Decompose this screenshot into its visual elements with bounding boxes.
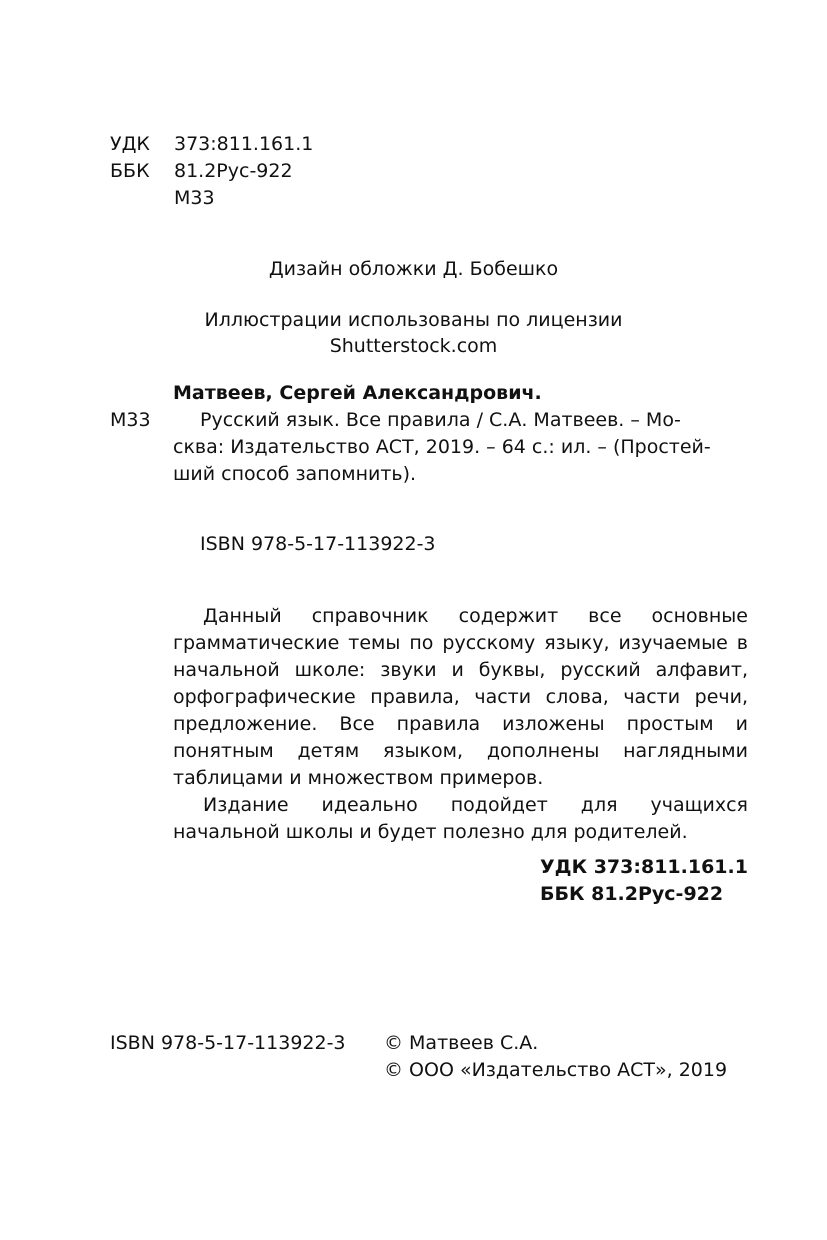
bold-udk: УДК 373:811.161.1 xyxy=(540,856,748,878)
catalog-line-3: ший способ запомнить). xyxy=(173,463,417,485)
catalog-author-mark: М33 xyxy=(110,409,151,431)
catalog-line-2: сква: Издательство АСТ, 2019. – 64 с.: ил. – (Простей- xyxy=(173,436,711,458)
copyright-publisher: © ООО «Издательство АСТ», 2019 xyxy=(384,1059,728,1081)
catalog-isbn: ISBN 978-5-17-113922-3 xyxy=(200,533,436,555)
annotation-paragraph-2: Издание идеально подойдет для учащихся начальной школы и будет полезно для родителей. xyxy=(173,794,748,843)
bbk-label: ББК xyxy=(110,160,150,182)
catalog-line-1: Русский язык. Все правила / С.А. Матвеев. – Мо- xyxy=(200,409,681,431)
udk-label: УДК xyxy=(110,133,150,155)
author-mark: М33 xyxy=(174,187,215,209)
footer-isbn: ISBN 978-5-17-113922-3 xyxy=(110,1032,346,1054)
annotation-paragraph-1: Данный справочник содержит все основные грамматические темы по русскому языку, изучаемые в начальной школе: звуки и буквы, русский алфавит, орфографические правила, части слова, части речи, предложение. Все правила изложены простым и понятным детям языком, дополнены наглядными таблицами и множеством примеров. xyxy=(173,605,748,789)
author-heading: Матвеев, Сергей Александрович. xyxy=(173,382,542,404)
illustrations-credit-line1: Иллюстрации использованы по лицензии xyxy=(204,309,623,331)
bold-bbk: ББК 81.2Рус-922 xyxy=(540,883,724,905)
illustrations-credit-line2: Shutterstock.com xyxy=(329,335,498,357)
bbk-value: 81.2Рус-922 xyxy=(174,160,293,182)
header-classification xyxy=(110,131,370,212)
cover-design-credit: Дизайн обложки Д. Бобешко xyxy=(268,258,559,280)
copyright-author: © Матвеев С.А. xyxy=(384,1032,539,1054)
annotation xyxy=(173,603,748,846)
udk-value: 373:811.161.1 xyxy=(174,133,314,155)
